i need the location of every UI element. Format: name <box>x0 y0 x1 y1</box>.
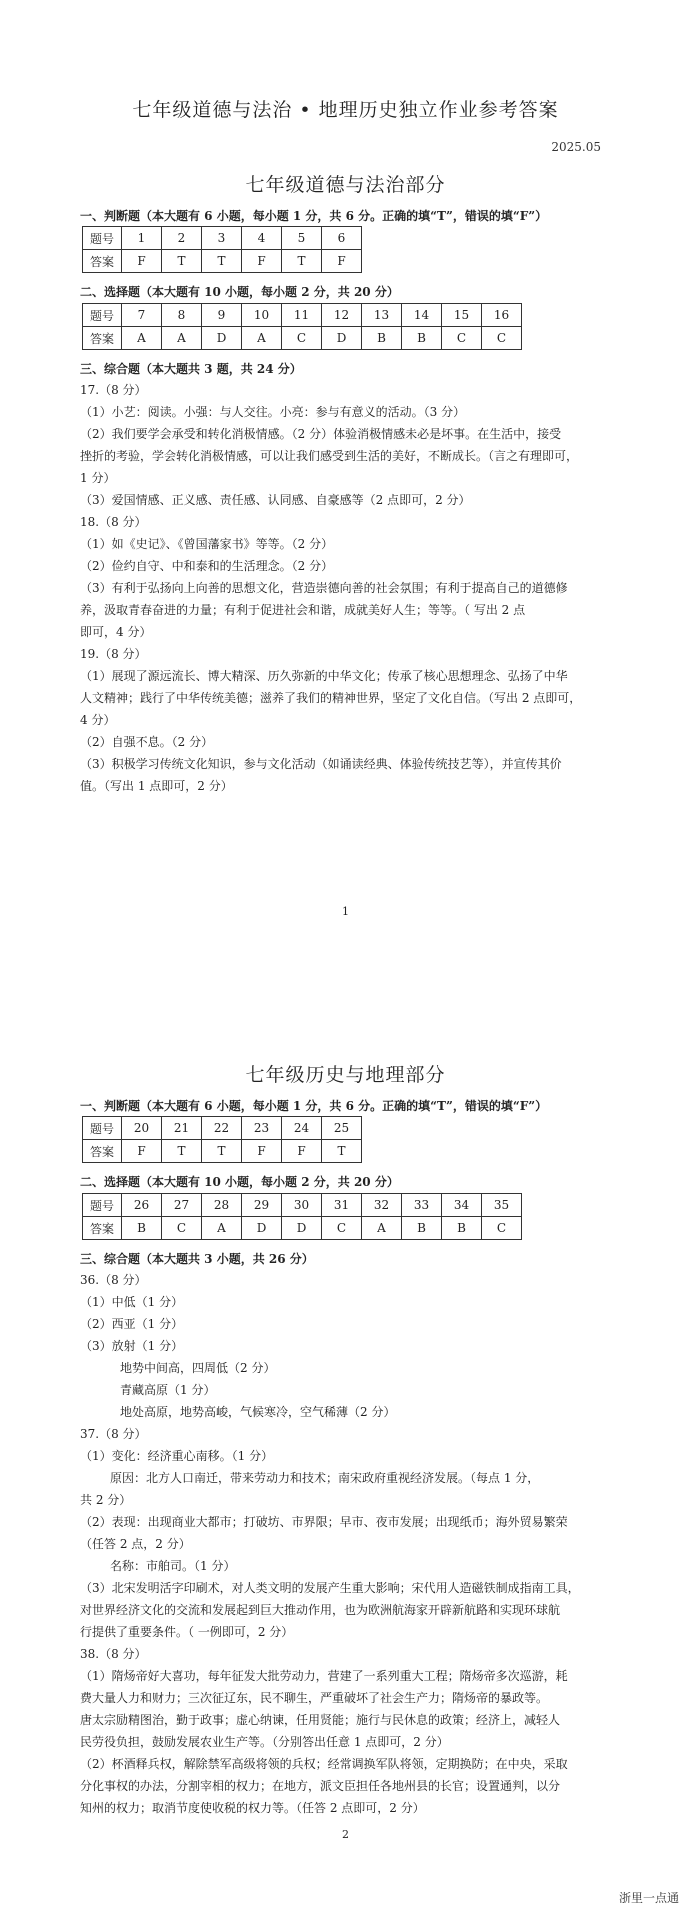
table-cell: 35 <box>482 1194 522 1217</box>
row-label-answer: 答案 <box>83 1140 122 1163</box>
p1-choice-table <box>82 303 522 350</box>
answer-line: （3）放射（1 分） <box>80 1339 184 1353</box>
table-cell: A <box>122 327 162 350</box>
table-cell: D <box>282 1217 322 1240</box>
document-date: 2025.05 <box>551 140 601 154</box>
table-cell: A <box>162 327 202 350</box>
watermark-text: 浙里一点通 <box>618 1891 679 1905</box>
answer-line: 36.（8 分） <box>80 1273 147 1287</box>
table-cell: T <box>322 1140 362 1163</box>
table-cell: C <box>322 1217 362 1240</box>
answer-line: 19.（8 分） <box>80 647 147 661</box>
table-cell: C <box>482 1217 522 1240</box>
table-cell: B <box>442 1217 482 1240</box>
table-row <box>83 227 362 250</box>
table-cell: A <box>202 1217 242 1240</box>
p2-sec2-heading: 二、选择题（本大题有 10 小题，每小题 2 分，共 20 分） <box>80 1175 399 1189</box>
table-row <box>83 250 362 273</box>
table-row <box>83 1217 522 1240</box>
p1-judge-table <box>82 226 362 273</box>
q37-block <box>80 1423 635 1643</box>
table-cell: F <box>122 250 162 273</box>
p1-sec3-body <box>80 379 635 797</box>
answer-line: 青藏高原（1 分） <box>120 1383 216 1397</box>
answer-line: 知州的权力；取消节度使收税的权力等。（任答 2 点即可，2 分） <box>80 1801 425 1815</box>
answer-line: 18.（8 分） <box>80 515 147 529</box>
table-cell: 21 <box>162 1117 202 1140</box>
table-cell: 13 <box>362 304 402 327</box>
table-cell: D <box>242 1217 282 1240</box>
p1-sec3-heading: 三、综合题（本大题共 3 题，共 24 分） <box>80 362 302 376</box>
row-label-answer: 答案 <box>83 250 122 273</box>
table-cell: 10 <box>242 304 282 327</box>
answer-line: （2）西亚（1 分） <box>80 1317 184 1331</box>
table-cell: F <box>242 250 282 273</box>
p2-sec3-heading: 三、综合题（本大题共 3 小题，共 26 分） <box>80 1252 314 1266</box>
answer-line: 挫折的考验，学会转化消极情感，可以让我们感受到生活的美好，不断成长。（言之有理即可， <box>80 449 579 463</box>
table-cell: B <box>362 327 402 350</box>
table-cell: F <box>322 250 362 273</box>
table-cell: C <box>162 1217 202 1240</box>
answer-line: 值。（写出 1 点即可，2 分） <box>80 779 233 793</box>
q38-block <box>80 1643 635 1819</box>
answer-line: 养，汲取青春奋进的力量；有利于促进社会和谐，成就美好人生；等等。（ 写出 2 点 <box>80 603 526 617</box>
p2-sec1-heading: 一、判断题（本大题有 6 小题，每小题 1 分，共 6 分。正确的填“T”，错误的填“F”） <box>80 1099 548 1113</box>
answer-line: （2）表现：出现商业大都市；打破坊、市界限；早市、夜市发展；出现纸币；海外贸易繁荣 <box>80 1515 568 1529</box>
page-number: 2 <box>342 1828 349 1841</box>
table-row <box>83 304 522 327</box>
table-cell: 1 <box>122 227 162 250</box>
p2-judge-table <box>82 1116 362 1163</box>
answer-line: 唐太宗励精图治，勤于政事；虚心纳谏，任用贤能；施行与民休息的政策；经济上，减轻人 <box>80 1713 561 1727</box>
row-label-answer: 答案 <box>83 327 122 350</box>
table-cell: A <box>242 327 282 350</box>
answer-line: 即可，4 分） <box>80 625 152 639</box>
table-cell: D <box>202 327 242 350</box>
table-cell: 3 <box>202 227 242 250</box>
page-1 <box>0 0 691 930</box>
answer-line: 地处高原，地势高峻，气候寒冷，空气稀薄（2 分） <box>120 1405 396 1419</box>
table-row <box>83 1140 362 1163</box>
answer-line: （3）有利于弘扬向上向善的思想文化，营造崇德向善的社会氛围；有利于提高自己的道德修 <box>80 581 568 595</box>
table-cell: 32 <box>362 1194 402 1217</box>
table-cell: C <box>482 327 522 350</box>
table-cell: 11 <box>282 304 322 327</box>
p1-sec1-heading: 一、判断题（本大题有 6 小题，每小题 1 分，共 6 分。正确的填“T”，错误的填“F”） <box>80 209 548 223</box>
answer-line: （2）杯酒释兵权，解除禁军高级将领的兵权；经常调换军队将领，定期换防；在中央，采取 <box>80 1757 568 1771</box>
answer-line: （2）我们要学会承受和转化消极情感。（2 分）体验消极情感未必是坏事。在生活中，接受 <box>80 427 562 441</box>
answer-line: 对世界经济文化的交流和发展起到巨大推动作用，也为欧洲航海家开辟新航路和实现环球航 <box>80 1603 561 1617</box>
answer-line: 4 分） <box>80 713 116 727</box>
answer-line: 原因：北方人口南迁，带来劳动力和技术；南宋政府重视经济发展。（每点 1 分， <box>110 1471 540 1485</box>
table-cell: 6 <box>322 227 362 250</box>
page-number: 1 <box>342 905 349 918</box>
table-cell: 20 <box>122 1117 162 1140</box>
part2-title: 七年级历史与地理部分 <box>245 1064 446 1086</box>
answer-line: 分化事权的办法，分割宰相的权力；在地方，派文臣担任各地州县的长官；设置通判，以分 <box>80 1779 561 1793</box>
answer-line: （3）北宋发明活字印刷术，对人类文明的发展产生重大影响；宋代用人造磁铁制成指南工具， <box>80 1581 580 1595</box>
table-cell: 7 <box>122 304 162 327</box>
table-cell: B <box>402 1217 442 1240</box>
table-cell: 5 <box>282 227 322 250</box>
answer-line: 38.（8 分） <box>80 1647 147 1661</box>
answer-line: 1 分） <box>80 471 116 485</box>
answer-line: （2）俭约自守、中和泰和的生活理念。（2 分） <box>80 559 334 573</box>
table-cell: 4 <box>242 227 282 250</box>
table-cell: 25 <box>322 1117 362 1140</box>
answer-line: （1）展现了源远流长、博大精深、历久弥新的中华文化；传承了核心思想理念、弘扬了中华 <box>80 669 568 683</box>
table-cell: 26 <box>122 1194 162 1217</box>
answer-line: 行提供了重要条件。（ 一例即可，2 分） <box>80 1625 294 1639</box>
table-row <box>83 1117 362 1140</box>
part1-title: 七年级道德与法治部分 <box>245 174 446 196</box>
table-cell: 15 <box>442 304 482 327</box>
table-cell: D <box>322 327 362 350</box>
row-label-number: 题号 <box>83 227 122 250</box>
answer-line: 地势中间高，四周低（2 分） <box>120 1361 276 1375</box>
answer-line: （1）中低（1 分） <box>80 1295 184 1309</box>
table-row <box>83 1194 522 1217</box>
answer-line: 共 2 分） <box>80 1493 132 1507</box>
row-label-number: 题号 <box>83 304 122 327</box>
table-cell: C <box>442 327 482 350</box>
table-cell: A <box>362 1217 402 1240</box>
table-cell: 24 <box>282 1117 322 1140</box>
answer-line: （3）积极学习传统文化知识，参与文化活动（如诵读经典、体验传统技艺等），并宣传其价 <box>80 757 562 771</box>
table-cell: F <box>242 1140 282 1163</box>
table-cell: 23 <box>242 1117 282 1140</box>
answer-line: （任答 2 点，2 分） <box>80 1537 191 1551</box>
answer-line: 民劳役负担，鼓励发展农业生产等。（分别答出任意 1 点即可，2 分） <box>80 1735 449 1749</box>
table-cell: C <box>282 327 322 350</box>
table-cell: 28 <box>202 1194 242 1217</box>
table-cell: T <box>202 250 242 273</box>
answer-line: （1）小艺：阅读。小强：与人交往。小亮：参与有意义的活动。（3 分） <box>80 405 466 419</box>
answer-line: 名称：市舶司。（1 分） <box>110 1559 236 1573</box>
table-cell: T <box>282 250 322 273</box>
table-cell: 16 <box>482 304 522 327</box>
table-cell: 8 <box>162 304 202 327</box>
page-2 <box>0 1010 691 1912</box>
q36-block <box>80 1269 635 1423</box>
table-cell: T <box>162 250 202 273</box>
answer-line: （1）如《史记》、《曾国藩家书》等等。（2 分） <box>80 537 334 551</box>
table-cell: 14 <box>402 304 442 327</box>
answer-line: （1）变化：经济重心南移。（1 分） <box>80 1449 274 1463</box>
table-cell: 29 <box>242 1194 282 1217</box>
p2-choice-table <box>82 1193 522 1240</box>
table-cell: B <box>402 327 442 350</box>
table-cell: T <box>162 1140 202 1163</box>
document-title: 七年级道德与法治 • 地理历史独立作业参考答案 <box>132 99 559 121</box>
p1-sec2-heading: 二、选择题（本大题有 10 小题，每小题 2 分，共 20 分） <box>80 285 399 299</box>
answer-line: 费大量人力和财力；三次征辽东，民不聊生，严重破坏了社会生产力；隋炀帝的暴政等。 <box>80 1691 549 1705</box>
table-cell: 34 <box>442 1194 482 1217</box>
answer-line: （2）自强不息。（2 分） <box>80 735 214 749</box>
row-label-number: 题号 <box>83 1194 122 1217</box>
table-cell: B <box>122 1217 162 1240</box>
table-cell: T <box>202 1140 242 1163</box>
table-cell: F <box>282 1140 322 1163</box>
table-cell: 30 <box>282 1194 322 1217</box>
answer-line: 人文精神；践行了中华传统美德；滋养了我们的精神世界，坚定了文化自信。（写出 2 点即可， <box>80 691 582 705</box>
table-cell: 31 <box>322 1194 362 1217</box>
table-row <box>83 327 522 350</box>
table-cell: 33 <box>402 1194 442 1217</box>
table-cell: 27 <box>162 1194 202 1217</box>
table-cell: 2 <box>162 227 202 250</box>
answer-line: 17.（8 分） <box>80 383 147 397</box>
answer-line: （3）爱国情感、正义感、责任感、认同感、自豪感等（2 点即可，2 分） <box>80 493 471 507</box>
answer-line: （1）隋炀帝好大喜功，每年征发大批劳动力，营建了一系列重大工程；隋炀帝多次巡游，耗 <box>80 1669 568 1683</box>
table-cell: 12 <box>322 304 362 327</box>
table-cell: 22 <box>202 1117 242 1140</box>
table-cell: F <box>122 1140 162 1163</box>
row-label-answer: 答案 <box>83 1217 122 1240</box>
table-cell: 9 <box>202 304 242 327</box>
row-label-number: 题号 <box>83 1117 122 1140</box>
answer-line: 37.（8 分） <box>80 1427 147 1441</box>
